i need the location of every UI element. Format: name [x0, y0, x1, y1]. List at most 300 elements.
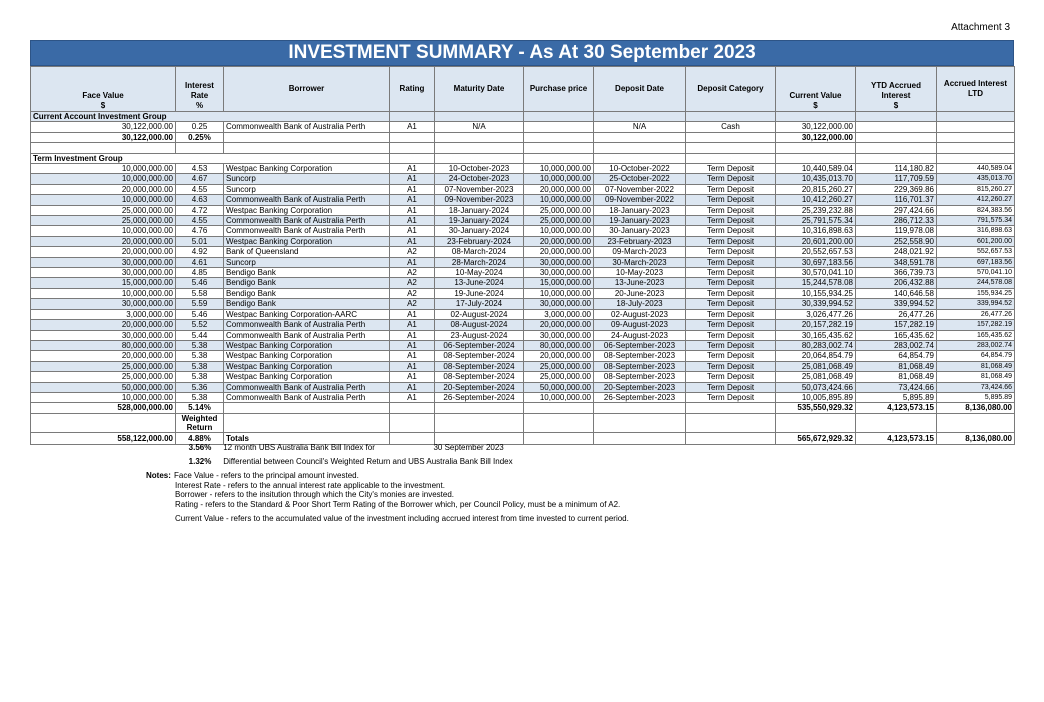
- cell-deposit-date: 08-September-2023: [594, 372, 686, 382]
- table-row: [31, 216, 1015, 226]
- cell-rating: A2: [390, 278, 435, 288]
- cell-deposit-date: 20-June-2023: [594, 288, 686, 298]
- cell-accrued-ltd: 316,898.63: [937, 226, 1015, 236]
- cell-accrued-ltd: 440,589.04: [937, 164, 1015, 174]
- cell-current-value: 30,122,000.00: [776, 122, 856, 132]
- cell-face-value: 80,000,000.00: [31, 340, 176, 350]
- cell-deposit-category: Term Deposit: [686, 382, 776, 392]
- cell-borrower: Westpac Banking Corporation: [224, 361, 390, 371]
- group-label: Term Investment Group: [31, 153, 390, 163]
- totals-rate: 4.88%: [176, 432, 224, 444]
- cell-accrued-ltd: 155,934.25: [937, 288, 1015, 298]
- cell-ytd-accrued: [856, 122, 937, 132]
- weighted-return-label: Weighted Return: [176, 413, 224, 432]
- cell-accrued-ltd: 601,200.00: [937, 236, 1015, 246]
- table-row: [31, 320, 1015, 330]
- cell-face-value: 25,000,000.00: [31, 205, 176, 215]
- cell-rating: A1: [390, 236, 435, 246]
- cell-deposit-category: Term Deposit: [686, 247, 776, 257]
- cell-interest-rate: 5.14%: [176, 403, 224, 413]
- cell-ytd-accrued: 165,435.62: [856, 330, 937, 340]
- cell-interest-rate: 4.53: [176, 164, 224, 174]
- cell-borrower: Westpac Banking Corporation: [224, 351, 390, 361]
- cell-face-value: 25,000,000.00: [31, 361, 176, 371]
- cell-purchase-price: 25,000,000.00: [524, 216, 594, 226]
- weighted-return-row: [31, 413, 1015, 432]
- cell-purchase-price: 10,000,000.00: [524, 288, 594, 298]
- cell-maturity-date: [435, 132, 524, 142]
- cell-interest-rate: 4.67: [176, 174, 224, 184]
- empty-cell: [856, 153, 937, 163]
- header-borrower: Borrower: [224, 67, 390, 112]
- cell-rating: A1: [390, 205, 435, 215]
- cell-purchase-price: 10,000,000.00: [524, 392, 594, 402]
- cell-deposit-category: Term Deposit: [686, 205, 776, 215]
- cell-rating: A2: [390, 268, 435, 278]
- cell-deposit-date: 09-March-2023: [594, 247, 686, 257]
- investment-summary-sheet: [30, 40, 1014, 445]
- cell-purchase-price: 3,000,000.00: [524, 309, 594, 319]
- cell-rating: A1: [390, 216, 435, 226]
- cell-deposit-date: 08-September-2023: [594, 361, 686, 371]
- cell-ytd-accrued: 64,854.79: [856, 351, 937, 361]
- cell-deposit-date: 24-August-2023: [594, 330, 686, 340]
- group-row-current-account: [31, 112, 1015, 122]
- cell-accrued-ltd: 435,013.70: [937, 174, 1015, 184]
- cell-current-value: 535,550,929.32: [776, 403, 856, 413]
- cell-deposit-date: 02-August-2023: [594, 309, 686, 319]
- cell-deposit-category: Term Deposit: [686, 309, 776, 319]
- empty-cell: [776, 413, 856, 432]
- cell-deposit-category: Term Deposit: [686, 257, 776, 267]
- cell-ytd-accrued: 286,712.33: [856, 216, 937, 226]
- cell-borrower: Bendigo Bank: [224, 299, 390, 309]
- cell-accrued-ltd: 26,477.26: [937, 309, 1015, 319]
- cell-maturity-date: 19-January-2024: [435, 216, 524, 226]
- cell-rating: A1: [390, 392, 435, 402]
- cell-purchase-price: 30,000,000.00: [524, 268, 594, 278]
- cell-purchase-price: 80,000,000.00: [524, 340, 594, 350]
- table-row: [31, 236, 1015, 246]
- index-pct: 3.56%: [188, 443, 212, 452]
- empty-cell: [435, 112, 524, 122]
- cell-borrower: Westpac Banking Corporation: [224, 372, 390, 382]
- header-accrued-ltd: Accrued Interest LTD: [937, 67, 1015, 112]
- cell-accrued-ltd: 815,260.27: [937, 184, 1015, 194]
- differential-line: [30, 457, 1014, 466]
- cell-borrower: Commonwealth Bank of Australia Perth: [224, 392, 390, 402]
- index-date: 30 September 2023: [433, 443, 504, 452]
- cell-face-value: 30,122,000.00: [31, 132, 176, 142]
- cell-deposit-date: 09-November-2022: [594, 195, 686, 205]
- cell-interest-rate: 4.55: [176, 216, 224, 226]
- cell-current-value: 30,122,000.00: [776, 132, 856, 142]
- cell-interest-rate: 5.52: [176, 320, 224, 330]
- index-text: 12 month UBS Australia Bank Bill Index for: [223, 443, 375, 452]
- cell-interest-rate: 5.38: [176, 372, 224, 382]
- cell-current-value: 50,073,424.66: [776, 382, 856, 392]
- notes-block: [146, 471, 629, 524]
- cell-current-value: 30,165,435.62: [776, 330, 856, 340]
- cell-borrower: [224, 132, 390, 142]
- cell-ytd-accrued: 114,180.82: [856, 164, 937, 174]
- cell-maturity-date: 08-September-2024: [435, 372, 524, 382]
- cell-borrower: Suncorp: [224, 257, 390, 267]
- subtotal-row-term-investment: [31, 403, 1015, 413]
- cell-current-value: 3,026,477.26: [776, 309, 856, 319]
- empty-cell: [390, 112, 435, 122]
- empty-cell: [524, 112, 594, 122]
- cell-maturity-date: 13-June-2024: [435, 278, 524, 288]
- cell-ytd-accrued: 81,068.49: [856, 361, 937, 371]
- header-ytd-accrued: [856, 67, 937, 112]
- cell-deposit-category: Term Deposit: [686, 174, 776, 184]
- cell-interest-rate: 4.92: [176, 247, 224, 257]
- cell-rating: A1: [390, 340, 435, 350]
- cell-deposit-date: 06-September-2023: [594, 340, 686, 350]
- cell-purchase-price: 20,000,000.00: [524, 236, 594, 246]
- cell-current-value: 10,440,589.04: [776, 164, 856, 174]
- cell-interest-rate: 4.76: [176, 226, 224, 236]
- empty-cell: [390, 143, 435, 153]
- cell-interest-rate: 4.63: [176, 195, 224, 205]
- cell-ytd-accrued: 26,477.26: [856, 309, 937, 319]
- cell-deposit-category: Term Deposit: [686, 216, 776, 226]
- header-current-value: [776, 67, 856, 112]
- cell-borrower: Westpac Banking Corporation: [224, 340, 390, 350]
- cell-current-value: 10,005,895.89: [776, 392, 856, 402]
- cell-purchase-price: 10,000,000.00: [524, 226, 594, 236]
- cell-current-value: 10,435,013.70: [776, 174, 856, 184]
- cell-maturity-date: 23-August-2024: [435, 330, 524, 340]
- cell-deposit-date: 13-June-2023: [594, 278, 686, 288]
- subtotal-row-current-account: [31, 132, 1015, 142]
- empty-cell: [776, 153, 856, 163]
- cell-ytd-accrued: 140,646.58: [856, 288, 937, 298]
- cell-maturity-date: 28-March-2024: [435, 257, 524, 267]
- cell-purchase-price: 10,000,000.00: [524, 174, 594, 184]
- cell-deposit-category: Term Deposit: [686, 372, 776, 382]
- header-interest-rate-text: Interest Rate %: [185, 81, 214, 110]
- cell-rating: A2: [390, 288, 435, 298]
- empty-cell: [224, 143, 390, 153]
- cell-interest-rate: 5.58: [176, 288, 224, 298]
- cell-purchase-price: [524, 132, 594, 142]
- cell-interest-rate: 5.38: [176, 340, 224, 350]
- cell-rating: A1: [390, 195, 435, 205]
- cell-deposit-date: 10-October-2022: [594, 164, 686, 174]
- cell-rating: [390, 403, 435, 413]
- cell-current-value: 15,244,578.08: [776, 278, 856, 288]
- cell-deposit-category: Term Deposit: [686, 268, 776, 278]
- cell-deposit-date: [594, 132, 686, 142]
- cell-rating: [390, 132, 435, 142]
- cell-maturity-date: 10-May-2024: [435, 268, 524, 278]
- cell-borrower: Bendigo Bank: [224, 288, 390, 298]
- cell-current-value: 20,601,200.00: [776, 236, 856, 246]
- attachment-label: Attachment 3: [951, 22, 1010, 33]
- header-rating: Rating: [390, 67, 435, 112]
- cell-ytd-accrued: 157,282.19: [856, 320, 937, 330]
- cell-rating: A1: [390, 164, 435, 174]
- notes-line-1: Interest Rate - refers to the annual interest rate applicable to the investment.: [175, 480, 445, 490]
- cell-accrued-ltd: 81,068.49: [937, 361, 1015, 371]
- cell-ytd-accrued: 117,709.59: [856, 174, 937, 184]
- cell-deposit-date: 18-July-2023: [594, 299, 686, 309]
- empty-cell: [31, 143, 176, 153]
- cell-face-value: 25,000,000.00: [31, 372, 176, 382]
- cell-rating: A1: [390, 309, 435, 319]
- table-row: [31, 351, 1015, 361]
- cell-borrower: Commonwealth Bank of Australia Perth: [224, 216, 390, 226]
- cell-face-value: 10,000,000.00: [31, 164, 176, 174]
- cell-maturity-date: 24-October-2023: [435, 174, 524, 184]
- cell-current-value: 20,552,657.53: [776, 247, 856, 257]
- cell-purchase-price: [524, 122, 594, 132]
- cell-rating: A2: [390, 299, 435, 309]
- cell-accrued-ltd: 5,895.89: [937, 392, 1015, 402]
- cell-purchase-price: 20,000,000.00: [524, 351, 594, 361]
- cell-borrower: Commonwealth Bank of Australia Perth: [224, 382, 390, 392]
- empty-cell: [686, 112, 776, 122]
- cell-deposit-category: Term Deposit: [686, 236, 776, 246]
- cell-deposit-date: 30-January-2023: [594, 226, 686, 236]
- cell-face-value: 10,000,000.00: [31, 226, 176, 236]
- cell-purchase-price: 25,000,000.00: [524, 205, 594, 215]
- cell-rating: A1: [390, 226, 435, 236]
- header-face-value-text: Face Value $: [82, 91, 124, 110]
- cell-deposit-date: 30-March-2023: [594, 257, 686, 267]
- cell-purchase-price: 20,000,000.00: [524, 184, 594, 194]
- cell-accrued-ltd: 73,424.66: [937, 382, 1015, 392]
- cell-rating: A1: [390, 184, 435, 194]
- cell-interest-rate: 5.59: [176, 299, 224, 309]
- cell-maturity-date: 18-January-2024: [435, 205, 524, 215]
- header-row: [31, 67, 1015, 112]
- cell-accrued-ltd: 64,854.79: [937, 351, 1015, 361]
- table-row: [31, 278, 1015, 288]
- cell-ytd-accrued: 206,432.88: [856, 278, 937, 288]
- table-row: [31, 372, 1015, 382]
- group-row-term-investment: [31, 153, 1015, 163]
- cell-interest-rate: 5.38: [176, 392, 224, 402]
- cell-purchase-price: 25,000,000.00: [524, 372, 594, 382]
- header-ytd-accrued-text: YTD Accrued Interest $: [871, 81, 921, 110]
- empty-cell: [937, 143, 1015, 153]
- cell-interest-rate: 5.01: [176, 236, 224, 246]
- cell-current-value: 25,791,575.34: [776, 216, 856, 226]
- cell-purchase-price: 20,000,000.00: [524, 247, 594, 257]
- cell-maturity-date: 23-February-2024: [435, 236, 524, 246]
- cell-maturity-date: 08-September-2024: [435, 351, 524, 361]
- cell-rating: A1: [390, 361, 435, 371]
- cell-borrower: Commonwealth Bank of Australia Perth: [224, 226, 390, 236]
- cell-interest-rate: 0.25: [176, 122, 224, 132]
- cell-interest-rate: 4.72: [176, 205, 224, 215]
- cell-rating: A1: [390, 372, 435, 382]
- cell-purchase-price: 15,000,000.00: [524, 278, 594, 288]
- cell-rating: A1: [390, 330, 435, 340]
- empty-cell: [856, 143, 937, 153]
- cell-maturity-date: 26-September-2024: [435, 392, 524, 402]
- cell-current-value: 25,081,068.49: [776, 372, 856, 382]
- empty-cell: [390, 153, 435, 163]
- cell-accrued-ltd: 8,136,080.00: [937, 403, 1015, 413]
- table-body: [31, 112, 1015, 445]
- cell-face-value: 20,000,000.00: [31, 320, 176, 330]
- totals-face-value: 558,122,000.00: [31, 432, 176, 444]
- cell-maturity-date: 08-August-2024: [435, 320, 524, 330]
- notes-line-0: [146, 471, 629, 481]
- cell-maturity-date: 10-October-2023: [435, 164, 524, 174]
- table-row: [31, 340, 1015, 350]
- cell-face-value: 20,000,000.00: [31, 351, 176, 361]
- cell-current-value: 30,339,994.52: [776, 299, 856, 309]
- cell-face-value: 10,000,000.00: [31, 288, 176, 298]
- cell-deposit-category: [686, 132, 776, 142]
- cell-deposit-category: Term Deposit: [686, 288, 776, 298]
- cell-deposit-date: 18-January-2023: [594, 205, 686, 215]
- cell-borrower: [224, 403, 390, 413]
- table-row: [31, 299, 1015, 309]
- table-row: [31, 268, 1015, 278]
- cell-borrower: Westpac Banking Corporation-AARC: [224, 309, 390, 319]
- cell-purchase-price: [524, 403, 594, 413]
- table-row: [31, 257, 1015, 267]
- cell-purchase-price: 10,000,000.00: [524, 164, 594, 174]
- table-row: [31, 174, 1015, 184]
- cell-deposit-category: Term Deposit: [686, 392, 776, 402]
- cell-face-value: 20,000,000.00: [31, 247, 176, 257]
- index-line: [30, 443, 1014, 452]
- cell-maturity-date: 30-January-2024: [435, 226, 524, 236]
- cell-accrued-ltd: 412,260.27: [937, 195, 1015, 205]
- cell-rating: A1: [390, 320, 435, 330]
- totals-ltd: 8,136,080.00: [937, 432, 1015, 444]
- group-label: Current Account Investment Group: [31, 112, 390, 122]
- differential-text: Differential between Council's Weighted Return and UBS Australia Bank Bill Index: [223, 457, 513, 466]
- cell-borrower: Westpac Banking Corporation: [224, 205, 390, 215]
- table-row: [31, 164, 1015, 174]
- cell-accrued-ltd: [937, 132, 1015, 142]
- empty-cell: [594, 413, 686, 432]
- cell-deposit-category: Term Deposit: [686, 320, 776, 330]
- cell-face-value: 528,000,000.00: [31, 403, 176, 413]
- cell-maturity-date: 08-September-2024: [435, 361, 524, 371]
- notes-line-4: Current Value - refers to the accumulated value of the investment including accrued interest from time invested to current period.: [175, 514, 629, 523]
- spacer-row: [31, 143, 1015, 153]
- header-interest-rate: [176, 67, 224, 112]
- page-title: INVESTMENT SUMMARY - As At 30 September 2023: [30, 40, 1014, 66]
- cell-purchase-price: 30,000,000.00: [524, 330, 594, 340]
- cell-current-value: 10,316,898.63: [776, 226, 856, 236]
- cell-accrued-ltd: 339,994.52: [937, 299, 1015, 309]
- cell-purchase-price: 25,000,000.00: [524, 361, 594, 371]
- cell-borrower: Commonwealth Bank of Australia Perth: [224, 122, 390, 132]
- cell-deposit-category: Term Deposit: [686, 278, 776, 288]
- cell-accrued-ltd: 570,041.10: [937, 268, 1015, 278]
- cell-ytd-accrued: 248,021.92: [856, 247, 937, 257]
- cell-current-value: 25,239,232.88: [776, 205, 856, 215]
- cell-borrower: Commonwealth Bank of Australia Perth: [224, 330, 390, 340]
- cell-deposit-category: Term Deposit: [686, 226, 776, 236]
- empty-cell: [937, 413, 1015, 432]
- cell-borrower: Commonwealth Bank of Australia Perth: [224, 320, 390, 330]
- table-row: [31, 392, 1015, 402]
- empty-cell: [776, 143, 856, 153]
- cell-interest-rate: 5.38: [176, 351, 224, 361]
- cell-face-value: 10,000,000.00: [31, 174, 176, 184]
- notes-text-0: Face Value - refers to the principal amount invested.: [174, 471, 359, 480]
- cell-maturity-date: 07-November-2023: [435, 184, 524, 194]
- cell-face-value: 10,000,000.00: [31, 195, 176, 205]
- cell-interest-rate: 5.46: [176, 309, 224, 319]
- differential-pct: 1.32%: [188, 457, 212, 466]
- cell-deposit-date: 20-September-2023: [594, 382, 686, 392]
- cell-deposit-date: [594, 403, 686, 413]
- cell-deposit-category: Term Deposit: [686, 164, 776, 174]
- notes-line-3: Rating - refers to the Standard & Poor Short Term Rating of the Borrower which, per Council Policy, must be a minimum of A2.: [175, 499, 621, 509]
- cell-interest-rate: 5.38: [176, 361, 224, 371]
- cell-current-value: 20,064,854.79: [776, 351, 856, 361]
- cell-ytd-accrued: 348,591.78: [856, 257, 937, 267]
- cell-borrower: Bendigo Bank: [224, 268, 390, 278]
- cell-interest-rate: 5.36: [176, 382, 224, 392]
- cell-ytd-accrued: 297,424.66: [856, 205, 937, 215]
- totals-ytd: 4,123,573.15: [856, 432, 937, 444]
- empty-cell: [435, 153, 524, 163]
- cell-rating: A1: [390, 174, 435, 184]
- cell-accrued-ltd: 165,435.62: [937, 330, 1015, 340]
- cell-ytd-accrued: 5,895.89: [856, 392, 937, 402]
- empty-cell: [937, 153, 1015, 163]
- cell-maturity-date: 20-September-2024: [435, 382, 524, 392]
- cell-borrower: Suncorp: [224, 184, 390, 194]
- cell-maturity-date: 06-September-2024: [435, 340, 524, 350]
- empty-cell: [524, 143, 594, 153]
- cell-deposit-category: Term Deposit: [686, 195, 776, 205]
- table-row: [31, 122, 1015, 132]
- cell-deposit-category: Term Deposit: [686, 330, 776, 340]
- table-row: [31, 288, 1015, 298]
- empty-cell: [390, 413, 435, 432]
- cell-deposit-date: 07-November-2022: [594, 184, 686, 194]
- table-row: [31, 247, 1015, 257]
- cell-deposit-category: Term Deposit: [686, 184, 776, 194]
- cell-deposit-category: Cash: [686, 122, 776, 132]
- cell-current-value: 80,283,002.74: [776, 340, 856, 350]
- header-deposit-date: Deposit Date: [594, 67, 686, 112]
- header-maturity-date: Maturity Date: [435, 67, 524, 112]
- cell-accrued-ltd: 697,183.56: [937, 257, 1015, 267]
- cell-current-value: 30,570,041.10: [776, 268, 856, 278]
- empty-cell: [856, 413, 937, 432]
- cell-ytd-accrued: 283,002.74: [856, 340, 937, 350]
- cell-face-value: 15,000,000.00: [31, 278, 176, 288]
- empty-cell: [686, 413, 776, 432]
- table-row: [31, 361, 1015, 371]
- table-row: [31, 205, 1015, 215]
- cell-deposit-date: 23-February-2023: [594, 236, 686, 246]
- cell-face-value: 30,000,000.00: [31, 299, 176, 309]
- table-row: [31, 330, 1015, 340]
- cell-ytd-accrued: 339,994.52: [856, 299, 937, 309]
- cell-maturity-date: 17-July-2024: [435, 299, 524, 309]
- cell-ytd-accrued: 252,558.90: [856, 236, 937, 246]
- cell-purchase-price: 30,000,000.00: [524, 299, 594, 309]
- empty-cell: [594, 112, 686, 122]
- cell-deposit-date: 19-January-2023: [594, 216, 686, 226]
